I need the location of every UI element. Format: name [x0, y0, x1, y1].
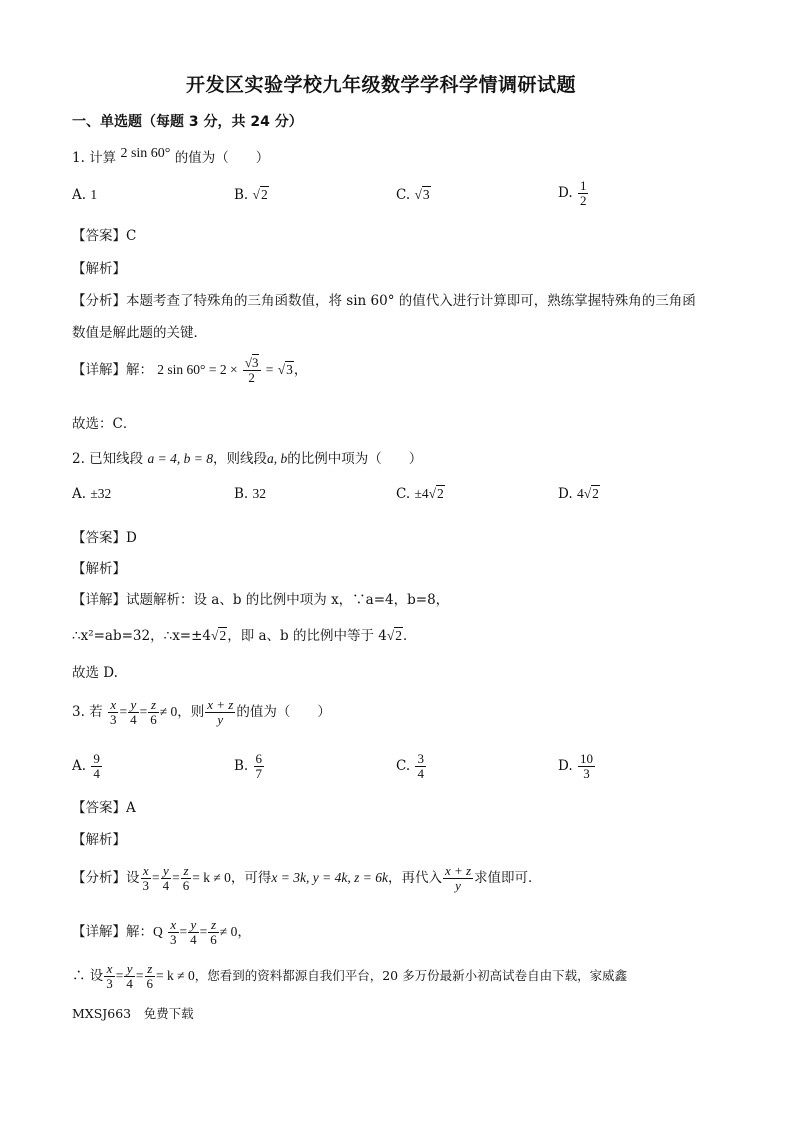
q1-expression: 2 sin 60° — [120, 146, 171, 161]
q1-option-b — [234, 187, 269, 203]
option-value: 1 — [90, 187, 98, 202]
denominator: 4 — [126, 976, 133, 991]
sqrt-radicand: 2 — [260, 187, 268, 202]
sqrt-symbol: √2 — [252, 187, 268, 202]
option-label: A. — [72, 187, 87, 203]
option-label: D. — [558, 758, 573, 774]
punctuation: ， — [237, 924, 251, 940]
sqrt-radicand: 3 — [286, 362, 293, 377]
equals-sign: = — [135, 968, 144, 983]
denominator: 6 — [146, 976, 154, 991]
denominator: 6 — [210, 932, 217, 947]
option-value: 32 — [252, 486, 267, 501]
q3-fenxi — [72, 864, 542, 893]
denominator: 4 — [162, 878, 170, 893]
option-label: A. — [72, 486, 87, 502]
q3-answer: 【答案】A — [72, 800, 136, 816]
q2-stem-mid: ，则线段 — [212, 451, 267, 467]
option-label: C. — [396, 758, 411, 774]
fraction — [443, 864, 473, 893]
denominator: 2 — [579, 193, 587, 208]
q3-stem-mid: ，则 — [177, 704, 205, 720]
q2-variables: a, b — [266, 451, 288, 466]
numerator: x — [104, 962, 115, 977]
equals-sign: = — [172, 870, 180, 885]
numerator: √3 — [244, 355, 259, 370]
equals-sign: = — [265, 362, 274, 377]
detail-expression: x = 3k, y = 4k, z = 6k — [271, 870, 388, 885]
q3-option-a — [72, 752, 103, 781]
detail-text: ，再代入 — [387, 870, 442, 886]
fraction — [188, 918, 199, 947]
detail-text: ，即 a、b 的比例中等于 4 — [227, 628, 387, 644]
q2-detail-line1: 【详解】试题解析：设 a、b 的比例中项为 x，∵a=4，b=8， — [72, 592, 450, 608]
denominator: 4 — [130, 712, 137, 727]
denominator: 4 — [190, 932, 197, 947]
denominator: 3 — [106, 976, 113, 991]
q1-number: 1. 计算 — [72, 150, 117, 166]
fraction — [415, 752, 426, 781]
sqrt-radicand: 3 — [422, 187, 430, 202]
detail-text: ∴ 设 — [72, 968, 104, 984]
not-equal-zero: ≠ 0 — [159, 704, 178, 719]
denominator: 3 — [583, 766, 590, 781]
q3-stem-post: 的值为（ ） — [236, 704, 331, 720]
option-label: D. — [558, 185, 573, 201]
question-3-stem — [72, 698, 331, 727]
sqrt-symbol: √3 — [277, 362, 293, 377]
numerator: x — [141, 864, 152, 879]
q3-number: 3. 若 — [72, 704, 103, 720]
q2-option-d — [558, 486, 600, 502]
q1-fenxi-line2: 数值是解此题的关键． — [72, 325, 207, 341]
fraction — [243, 356, 261, 385]
sqrt-radicand: 2 — [592, 486, 599, 501]
option-label: C. — [396, 486, 411, 502]
q2-condition: a = 4, b = 8 — [147, 451, 213, 466]
sqrt-symbol: √2 — [428, 486, 444, 501]
sqrt-radicand: 2 — [437, 486, 444, 501]
equals-sign: = — [179, 924, 188, 939]
not-equal-zero: ≠ 0 — [219, 924, 238, 939]
q1-option-a — [72, 187, 97, 203]
option-value: ±4 — [414, 486, 429, 501]
footer-text: MXSJ663 免费下载 — [72, 1006, 194, 1021]
q2-analysis-label: 【解析】 — [72, 561, 126, 577]
fraction — [205, 698, 235, 727]
denominator: 3 — [142, 878, 149, 893]
q2-choice: 故选 D. — [72, 665, 118, 681]
section-heading: 一、单选题（每题 3 分，共 24 分） — [72, 114, 303, 130]
q3-option-d — [558, 752, 596, 781]
fraction — [108, 698, 119, 727]
fraction — [91, 752, 102, 781]
q3-option-b — [234, 752, 265, 781]
option-label: C. — [396, 187, 411, 203]
detail-text: ，可得 — [230, 870, 272, 886]
detail-text: 【分析】设 — [72, 870, 140, 886]
fraction — [578, 179, 589, 208]
sqrt-symbol: √2 — [583, 486, 599, 501]
numerator: x + z — [444, 863, 472, 878]
option-label: B. — [234, 486, 249, 502]
option-label: D. — [558, 486, 573, 502]
equals-k: = k ≠ 0 — [192, 870, 231, 885]
numerator: y — [188, 918, 199, 933]
option-value: 4 — [576, 486, 584, 501]
q3-option-c — [396, 752, 427, 781]
numerator: 9 — [93, 751, 100, 766]
numerator: x + z — [207, 697, 234, 712]
option-label: A. — [72, 758, 87, 774]
fraction — [208, 918, 219, 947]
sqrt-symbol: √2 — [386, 628, 403, 643]
numerator: 10 — [579, 751, 593, 766]
numerator: x — [108, 698, 119, 713]
denominator: 7 — [255, 766, 263, 781]
denominator: 6 — [182, 878, 190, 893]
q3-last-line — [72, 962, 627, 991]
q2-option-b — [234, 486, 266, 502]
because-symbol: Q — [153, 924, 163, 939]
punctuation: ， — [293, 362, 308, 378]
numerator: z — [145, 962, 156, 977]
q2-answer: 【答案】D — [72, 530, 137, 546]
q3-detail — [72, 918, 251, 947]
detail-label: 【详解】解： — [72, 924, 153, 940]
denominator: 4 — [417, 766, 424, 781]
denominator: 3 — [170, 932, 177, 947]
fraction — [145, 962, 156, 991]
equals-sign: = — [152, 870, 160, 885]
numerator: z — [208, 918, 219, 933]
numerator: 3 — [417, 751, 424, 766]
sqrt-radicand: 2 — [395, 628, 403, 643]
numerator: y — [124, 962, 135, 977]
option-label: B. — [234, 187, 249, 203]
fraction — [254, 752, 265, 781]
numerator: z — [148, 698, 159, 713]
watermark-text: ，您看到的资料都源自我们平台，20 多万份最新小初高试卷自由下载，家威鑫 — [194, 968, 628, 983]
sqrt-radicand: 2 — [219, 628, 227, 643]
fraction — [181, 864, 192, 893]
denominator: 4 — [93, 766, 100, 781]
denominator: y — [455, 878, 461, 893]
sqrt-radicand: 3 — [252, 355, 259, 370]
numerator: 1 — [579, 178, 587, 193]
equals-k: = k ≠ 0 — [156, 968, 195, 983]
q2-option-c — [396, 486, 445, 502]
detail-text: 求值即可． — [474, 870, 542, 886]
fraction — [168, 918, 179, 947]
fraction — [124, 962, 135, 991]
fraction — [141, 864, 152, 893]
option-label: B. — [234, 758, 249, 774]
numerator: 6 — [255, 751, 263, 766]
detail-label: 【详解】解： — [72, 362, 153, 378]
fraction — [578, 752, 595, 781]
q2-detail-line2 — [72, 624, 417, 644]
sqrt-symbol: √3 — [414, 187, 430, 202]
fraction — [128, 698, 139, 727]
q1-option-c — [396, 187, 431, 203]
option-value: ±32 — [90, 486, 112, 501]
denominator: 3 — [109, 712, 117, 727]
denominator: y — [217, 712, 224, 727]
q2-stem-post: 的比例中项为（ ） — [287, 451, 423, 467]
q1-answer: 【答案】C — [72, 228, 137, 244]
q1-stem-post: 的值为（ ） — [174, 150, 270, 166]
numerator: y — [128, 698, 139, 713]
q3-analysis-label: 【解析】 — [72, 832, 126, 848]
numerator: y — [161, 864, 172, 879]
denominator: 2 — [248, 370, 255, 385]
fraction — [104, 962, 115, 991]
numerator: x — [168, 918, 179, 933]
equals-sign: = — [119, 704, 128, 719]
detail-text: ∴x²=ab=32，∴x=±4 — [72, 628, 212, 644]
fraction — [148, 698, 159, 727]
fraction — [161, 864, 172, 893]
numerator: z — [181, 864, 192, 879]
q1-detail — [72, 356, 307, 385]
q1-choice: 故选：C． — [72, 416, 137, 432]
q2-number: 2. 已知线段 — [72, 451, 144, 467]
equals-sign: = — [199, 924, 208, 939]
q1-analysis-label: 【解析】 — [72, 261, 126, 277]
detail-expression: 2 sin 60° = 2 × — [157, 362, 238, 377]
punctuation: ． — [403, 628, 417, 644]
question-1-stem — [72, 146, 269, 167]
q2-option-a — [72, 486, 111, 502]
q1-option-d — [558, 179, 589, 208]
q1-fenxi-line1: 【分析】本题考查了特殊角的三角函数值，将 sin 60° 的值代入进行计算即可，熟练掌握特殊角的三角函 — [72, 293, 696, 309]
page-title: 开发区实验学校九年级数学学科学情调研试题 — [186, 74, 577, 96]
question-2-stem — [72, 447, 422, 467]
equals-sign: = — [115, 968, 124, 983]
sqrt-symbol: √2 — [211, 628, 227, 643]
denominator: 6 — [150, 712, 157, 727]
equals-sign: = — [139, 704, 148, 719]
